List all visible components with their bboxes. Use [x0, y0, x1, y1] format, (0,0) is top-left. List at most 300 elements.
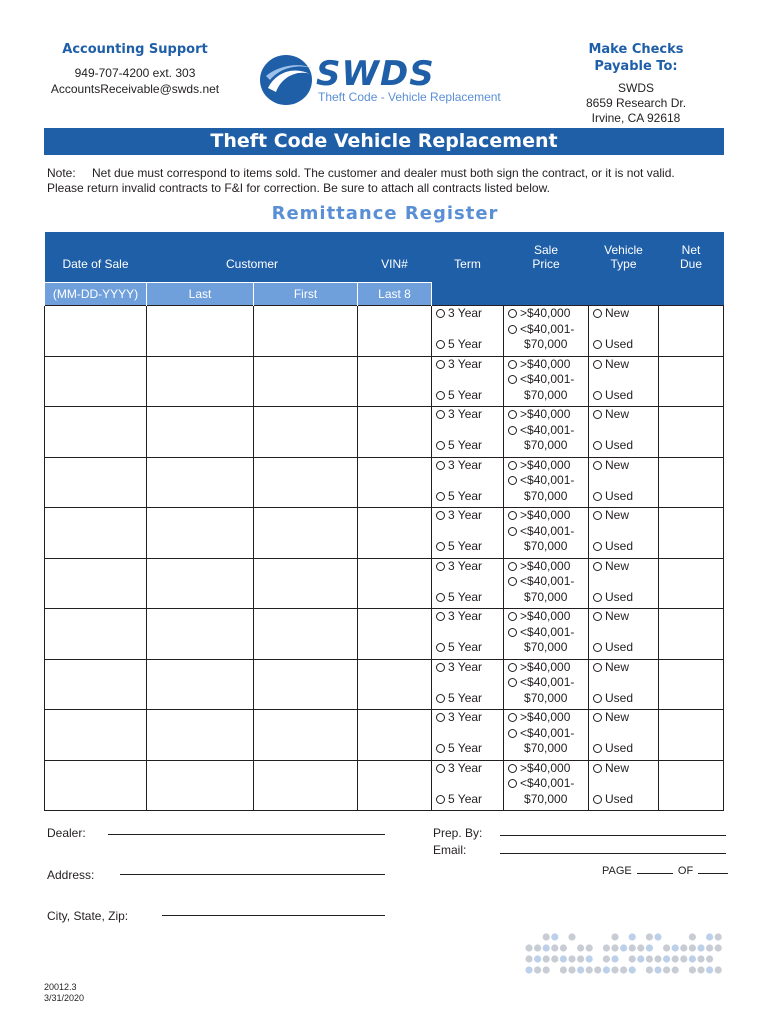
date-cell[interactable]	[45, 407, 147, 458]
radio-button-icon[interactable]	[508, 309, 517, 318]
price-option[interactable]: <$40,001-	[504, 726, 588, 742]
vin-cell[interactable]	[358, 508, 432, 559]
form-number: 20012.3	[44, 982, 77, 992]
dealer-line[interactable]	[108, 834, 385, 835]
first-name-cell[interactable]	[254, 710, 358, 761]
last-name-cell[interactable]	[147, 558, 254, 609]
term-option[interactable]: 3 Year	[432, 660, 503, 676]
sale-price-cell	[504, 457, 589, 508]
vehicle-type-option[interactable]: New	[589, 609, 658, 625]
net-due-cell[interactable]	[659, 558, 724, 609]
term-option[interactable]: 5 Year	[432, 489, 503, 505]
decoration-dot	[577, 944, 584, 951]
vehicle-type-option[interactable]: Used	[589, 640, 658, 656]
radio-button-icon[interactable]	[593, 340, 602, 349]
vehicle-type-cell	[589, 710, 659, 761]
radio-button-icon[interactable]	[593, 593, 602, 602]
term-cell	[432, 659, 504, 710]
decoration-dot	[672, 955, 679, 962]
price-option[interactable]: <$40,001-	[504, 574, 588, 590]
net-due-cell[interactable]	[659, 457, 724, 508]
vin-cell[interactable]	[358, 710, 432, 761]
term-option[interactable]: 5 Year	[432, 741, 503, 757]
sale-price-cell	[504, 508, 589, 559]
price-option[interactable]: >$40,000	[504, 660, 588, 676]
term-option[interactable]: 5 Year	[432, 388, 503, 404]
date-cell[interactable]	[45, 558, 147, 609]
last-name-cell[interactable]	[147, 407, 254, 458]
decoration-dot	[689, 933, 696, 940]
decoration-dot	[663, 955, 670, 962]
vehicle-type-option[interactable]: New	[589, 660, 658, 676]
radio-button-icon[interactable]	[593, 663, 602, 672]
net-due-cell[interactable]	[659, 356, 724, 407]
net-due-cell[interactable]	[659, 609, 724, 660]
decoration-dot	[543, 955, 550, 962]
decoration-dot	[543, 933, 550, 940]
vin-cell[interactable]	[358, 356, 432, 407]
vehicle-type-cell	[589, 609, 659, 660]
decoration-dot	[586, 966, 593, 973]
radio-button-icon[interactable]	[436, 795, 445, 804]
vehicle-type-option[interactable]: New	[589, 407, 658, 423]
checks-heading-line2: Payable To:	[594, 59, 678, 74]
term-option[interactable]: 5 Year	[432, 792, 503, 808]
first-name-cell[interactable]	[254, 558, 358, 609]
first-name-cell[interactable]	[254, 508, 358, 559]
price-option[interactable]: <$40,001-	[504, 625, 588, 641]
radio-button-icon[interactable]	[436, 441, 445, 450]
term-option[interactable]: 5 Year	[432, 640, 503, 656]
vehicle-type-cell	[589, 356, 659, 407]
sale-price-cell	[504, 710, 589, 761]
radio-button-icon[interactable]	[593, 562, 602, 571]
radio-button-icon[interactable]	[593, 713, 602, 722]
page-number-blank[interactable]	[637, 873, 673, 874]
price-option[interactable]: >$40,000	[504, 357, 588, 373]
radio-button-icon[interactable]	[436, 391, 445, 400]
radio-button-icon[interactable]	[593, 744, 602, 753]
decoration-dot	[568, 966, 575, 973]
vin-cell[interactable]	[358, 659, 432, 710]
price-option[interactable]: >$40,000	[504, 761, 588, 777]
radio-button-icon[interactable]	[593, 795, 602, 804]
vehicle-type-option[interactable]: Used	[589, 388, 658, 404]
term-option[interactable]: 3 Year	[432, 761, 503, 777]
radio-button-icon[interactable]	[508, 426, 517, 435]
decoration-dot	[620, 944, 627, 951]
vin-cell[interactable]	[358, 760, 432, 811]
decoration-dot	[715, 933, 722, 940]
price-option[interactable]: <$40,001-	[504, 423, 588, 439]
address-line[interactable]	[120, 874, 385, 875]
decoration-dot	[560, 966, 567, 973]
term-option[interactable]: 3 Year	[432, 559, 503, 575]
price-option-continued: $70,000	[524, 589, 568, 604]
net-due-cell[interactable]	[659, 760, 724, 811]
table-row	[45, 407, 724, 458]
prep-by-line[interactable]	[500, 835, 726, 836]
date-cell[interactable]	[45, 306, 147, 357]
dealer-label: Dealer:	[47, 826, 86, 840]
vehicle-type-option[interactable]: New	[589, 357, 658, 373]
price-option-continued: $70,000	[524, 488, 568, 503]
table-row	[45, 760, 724, 811]
radio-button-icon[interactable]	[508, 678, 517, 687]
radio-button-icon[interactable]	[593, 694, 602, 703]
vin-cell[interactable]	[358, 407, 432, 458]
vehicle-type-option[interactable]: Used	[589, 590, 658, 606]
radio-button-icon[interactable]	[436, 694, 445, 703]
price-option-continued: $70,000	[524, 337, 568, 351]
register-title: Remittance Register	[271, 203, 499, 224]
price-option-continued: $70,000	[524, 690, 568, 705]
subheader-last: Last	[147, 283, 254, 306]
radio-button-icon[interactable]	[436, 410, 445, 419]
prep-by-label: Prep. By:	[433, 826, 483, 840]
price-option[interactable]: <$40,001-	[504, 524, 588, 540]
term-option[interactable]: 5 Year	[432, 539, 503, 555]
vehicle-type-option[interactable]: New	[589, 761, 658, 777]
decoration-dot	[543, 944, 550, 951]
decoration-dot	[646, 955, 653, 962]
vehicle-type-option[interactable]: New	[589, 710, 658, 726]
vehicle-type-option[interactable]: Used	[589, 489, 658, 505]
price-option[interactable]: <$40,001-	[504, 322, 588, 338]
vin-cell[interactable]	[358, 609, 432, 660]
term-cell	[432, 306, 504, 357]
radio-button-icon[interactable]	[593, 511, 602, 520]
decoration-dot	[697, 944, 704, 951]
sale-price-cell	[504, 609, 589, 660]
first-name-cell[interactable]	[254, 659, 358, 710]
vehicle-type-option[interactable]: Used	[589, 337, 658, 353]
radio-button-icon[interactable]	[593, 764, 602, 773]
table-row	[45, 356, 724, 407]
price-option[interactable]: <$40,001-	[504, 372, 588, 388]
price-option[interactable]: <$40,001-	[504, 675, 588, 691]
decoration-dot	[560, 955, 567, 962]
price-option[interactable]: >$40,000	[504, 306, 588, 322]
city-state-zip-line[interactable]	[162, 915, 385, 916]
vehicle-type-option[interactable]: Used	[589, 691, 658, 707]
first-name-cell[interactable]	[254, 760, 358, 811]
swirl-logo-icon	[258, 52, 318, 108]
sale-price-cell	[504, 760, 589, 811]
decoration-dot	[629, 955, 636, 962]
radio-button-icon[interactable]	[508, 527, 517, 536]
decoration-dot	[689, 955, 696, 962]
radio-button-icon[interactable]	[508, 410, 517, 419]
subheader-first: First	[254, 283, 358, 306]
radio-button-icon[interactable]	[593, 643, 602, 652]
radio-button-icon[interactable]	[593, 441, 602, 450]
decoration-dot	[525, 955, 532, 962]
vehicle-type-option[interactable]: Used	[589, 792, 658, 808]
radio-button-icon[interactable]	[436, 542, 445, 551]
date-cell[interactable]	[45, 659, 147, 710]
price-option[interactable]: >$40,000	[504, 458, 588, 474]
decoration-dot	[586, 955, 593, 962]
radio-button-icon[interactable]	[508, 663, 517, 672]
decoration-dot	[637, 955, 644, 962]
header-vin: VIN#	[358, 232, 432, 283]
net-due-cell[interactable]	[659, 710, 724, 761]
decoration-dot	[706, 966, 713, 973]
decoration-dot	[611, 944, 618, 951]
radio-button-icon[interactable]	[508, 729, 517, 738]
sale-price-cell	[504, 407, 589, 458]
table-row	[45, 558, 724, 609]
term-option[interactable]: 3 Year	[432, 458, 503, 474]
decoration-dot	[654, 966, 661, 973]
radio-button-icon[interactable]	[508, 764, 517, 773]
decoration-dot	[568, 933, 575, 940]
radio-button-icon[interactable]	[436, 562, 445, 571]
radio-button-icon[interactable]	[436, 612, 445, 621]
vehicle-type-option[interactable]: Used	[589, 438, 658, 454]
date-cell[interactable]	[45, 609, 147, 660]
term-option[interactable]: 3 Year	[432, 609, 503, 625]
radio-button-icon[interactable]	[593, 360, 602, 369]
sale-price-cell	[504, 558, 589, 609]
email-line[interactable]	[500, 853, 726, 854]
net-due-cell[interactable]	[659, 659, 724, 710]
header-net-due: Net Due	[659, 232, 724, 283]
price-option[interactable]: >$40,000	[504, 508, 588, 524]
accounting-heading: Accounting Support	[62, 42, 208, 57]
radio-button-icon[interactable]	[436, 309, 445, 318]
vehicle-type-option[interactable]: Used	[589, 539, 658, 555]
page-counter	[602, 865, 728, 877]
table-row	[45, 609, 724, 660]
price-option[interactable]: >$40,000	[504, 407, 588, 423]
term-option[interactable]: 3 Year	[432, 508, 503, 524]
decoration-dot	[663, 966, 670, 973]
page-title: Theft Code Vehicle Replacement	[44, 128, 724, 155]
price-option[interactable]: >$40,000	[504, 710, 588, 726]
vehicle-type-option[interactable]: Used	[589, 741, 658, 757]
table-row	[45, 508, 724, 559]
radio-button-icon[interactable]	[508, 461, 517, 470]
price-option[interactable]: >$40,000	[504, 559, 588, 575]
radio-button-icon[interactable]	[593, 391, 602, 400]
form-date: 3/31/2020	[44, 993, 85, 1003]
net-due-cell[interactable]	[659, 407, 724, 458]
radio-button-icon[interactable]	[436, 764, 445, 773]
decoration-dot	[654, 933, 661, 940]
decoration-dot	[551, 944, 558, 951]
table-row	[45, 306, 724, 357]
first-name-cell[interactable]	[254, 457, 358, 508]
vehicle-type-cell	[589, 508, 659, 559]
checks-company: SWDS	[618, 81, 654, 95]
decoration-dot	[646, 966, 653, 973]
vehicle-type-cell	[589, 760, 659, 811]
decoration-dot	[594, 966, 601, 973]
decoration-dot	[611, 955, 618, 962]
radio-button-icon[interactable]	[436, 492, 445, 501]
price-option[interactable]: <$40,001-	[504, 473, 588, 489]
last-name-cell[interactable]	[147, 710, 254, 761]
sale-price-cell	[504, 306, 589, 357]
header-term: Term	[432, 232, 504, 283]
last-name-cell[interactable]	[147, 306, 254, 357]
term-cell	[432, 558, 504, 609]
date-cell[interactable]	[45, 356, 147, 407]
decoration-dot	[654, 955, 661, 962]
radio-button-icon[interactable]	[593, 612, 602, 621]
term-cell	[432, 760, 504, 811]
decoration-dot	[620, 966, 627, 973]
decoration-dot	[577, 955, 584, 962]
page-total-blank[interactable]	[698, 873, 728, 874]
radio-button-icon[interactable]	[508, 476, 517, 485]
price-option-continued: $70,000	[524, 741, 568, 755]
decoration-dot	[706, 933, 713, 940]
price-option[interactable]: <$40,001-	[504, 776, 588, 792]
price-option-continued: $70,000	[524, 791, 568, 806]
radio-button-icon[interactable]	[508, 779, 517, 788]
swds-logo	[258, 52, 518, 112]
decoration-dot	[680, 955, 687, 962]
last-name-cell[interactable]	[147, 760, 254, 811]
radio-button-icon[interactable]	[436, 663, 445, 672]
decoration-dot	[715, 944, 722, 951]
radio-button-icon[interactable]	[508, 360, 517, 369]
subheader-vin-last8: Last 8	[358, 283, 432, 306]
net-due-cell[interactable]	[659, 306, 724, 357]
decoration-dot	[629, 966, 636, 973]
radio-button-icon[interactable]	[508, 628, 517, 637]
header-date: Date of Sale	[45, 232, 147, 283]
net-due-cell[interactable]	[659, 508, 724, 559]
decoration-dot	[672, 944, 679, 951]
last-name-cell[interactable]	[147, 457, 254, 508]
term-option[interactable]: 5 Year	[432, 691, 503, 707]
decoration-dot	[603, 944, 610, 951]
radio-button-icon[interactable]	[508, 713, 517, 722]
last-name-cell[interactable]	[147, 609, 254, 660]
radio-button-icon[interactable]	[593, 492, 602, 501]
decoration-dot	[663, 944, 670, 951]
radio-button-icon[interactable]	[508, 325, 517, 334]
decoration-dot	[629, 933, 636, 940]
radio-button-icon[interactable]	[436, 643, 445, 652]
decoration-dot	[534, 955, 541, 962]
decoration-dot	[706, 944, 713, 951]
of-label: OF	[677, 865, 694, 877]
vehicle-type-option[interactable]: New	[589, 306, 658, 322]
vehicle-type-cell	[589, 659, 659, 710]
accounting-phone: 949-707-4200 ext. 303	[74, 66, 196, 80]
price-option[interactable]: >$40,000	[504, 609, 588, 625]
price-option-continued: $70,000	[524, 387, 568, 402]
radio-button-icon[interactable]	[508, 612, 517, 621]
first-name-cell[interactable]	[254, 609, 358, 660]
term-cell	[432, 710, 504, 761]
vin-cell[interactable]	[358, 306, 432, 357]
radio-button-icon[interactable]	[508, 511, 517, 520]
term-option[interactable]: 5 Year	[432, 590, 503, 606]
radio-button-icon[interactable]	[508, 577, 517, 586]
price-option-continued: $70,000	[524, 539, 568, 553]
decoration-dot	[697, 966, 704, 973]
radio-button-icon[interactable]	[593, 542, 602, 551]
price-option-continued: $70,000	[524, 640, 568, 654]
date-cell[interactable]	[45, 710, 147, 761]
vehicle-type-cell	[589, 558, 659, 609]
term-option[interactable]: 3 Year	[432, 407, 503, 423]
last-name-cell[interactable]	[147, 356, 254, 407]
radio-button-icon[interactable]	[508, 562, 517, 571]
date-cell[interactable]	[45, 457, 147, 508]
term-option[interactable]: 3 Year	[432, 306, 503, 322]
first-name-cell[interactable]	[254, 356, 358, 407]
logo-wordmark: SWDS	[316, 54, 435, 94]
radio-button-icon[interactable]	[436, 360, 445, 369]
decoration-dot	[697, 955, 704, 962]
radio-button-icon[interactable]	[436, 713, 445, 722]
date-cell[interactable]	[45, 760, 147, 811]
last-name-cell[interactable]	[147, 508, 254, 559]
decoration-dot	[672, 966, 679, 973]
decoration-dot	[611, 966, 618, 973]
radio-button-icon[interactable]	[436, 593, 445, 602]
price-option-continued: $70,000	[524, 438, 568, 452]
checks-street: 8659 Research Dr.	[585, 96, 687, 110]
accounting-email[interactable]: AccountsReceivable@swds.net	[50, 82, 220, 96]
decoration-dot	[646, 933, 653, 940]
term-option[interactable]: 3 Year	[432, 710, 503, 726]
vehicle-type-option[interactable]: New	[589, 458, 658, 474]
subheader-date-format: (MM-DD-YYYY)	[45, 283, 147, 306]
radio-button-icon[interactable]	[436, 744, 445, 753]
city-state-zip-label: City, State, Zip:	[47, 909, 129, 923]
header-vehicle-type: Vehicle Type	[589, 232, 659, 283]
vin-cell[interactable]	[358, 558, 432, 609]
first-name-cell[interactable]	[254, 407, 358, 458]
decoration-dot	[715, 966, 722, 973]
table-row	[45, 710, 724, 761]
radio-button-icon[interactable]	[436, 511, 445, 520]
term-option[interactable]: 3 Year	[432, 357, 503, 373]
sale-price-cell	[504, 356, 589, 407]
last-name-cell[interactable]	[147, 659, 254, 710]
decoration-dot	[603, 955, 610, 962]
radio-button-icon[interactable]	[593, 410, 602, 419]
decoration-dot	[534, 966, 541, 973]
radio-button-icon[interactable]	[508, 375, 517, 384]
decoration-dot	[543, 966, 550, 973]
decoration-dot	[706, 955, 713, 962]
date-cell[interactable]	[45, 508, 147, 559]
radio-button-icon[interactable]	[593, 309, 602, 318]
radio-button-icon[interactable]	[436, 340, 445, 349]
vehicle-type-cell	[589, 306, 659, 357]
vehicle-type-option[interactable]: New	[589, 508, 658, 524]
decoration-dot	[603, 966, 610, 973]
first-name-cell[interactable]	[254, 306, 358, 357]
vehicle-type-option[interactable]: New	[589, 559, 658, 575]
term-option[interactable]: 5 Year	[432, 337, 503, 353]
vin-cell[interactable]	[358, 457, 432, 508]
term-option[interactable]: 5 Year	[432, 438, 503, 454]
note-line1: Net due must correspond to items sold. The customer and dealer must both sign the contract, or it is not valid.	[92, 166, 675, 180]
radio-button-icon[interactable]	[436, 461, 445, 470]
address-label: Address:	[47, 868, 95, 882]
radio-button-icon[interactable]	[593, 461, 602, 470]
